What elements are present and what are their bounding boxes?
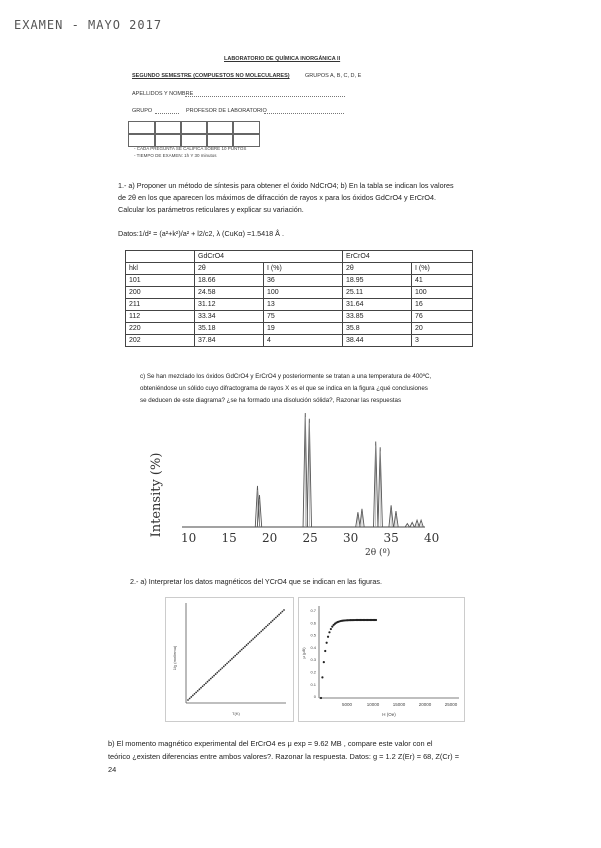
score-box[interactable] (232, 133, 260, 147)
data-point (202, 685, 204, 687)
data-point (272, 620, 274, 622)
table-cell: 101 (126, 275, 195, 287)
data-point (255, 635, 257, 637)
data-point (259, 632, 261, 634)
magnetic-plot-right (298, 597, 465, 722)
data-point (268, 623, 270, 625)
semester-label: SEGUNDO SEMESTRE (COMPUESTOS NO MOLECULARES) (132, 73, 290, 79)
data-point (234, 655, 236, 657)
groups-label: GRUPOS A, B, C, D, E (305, 73, 362, 79)
handwritten-title: EXAMEN - MAYO 2017 (14, 18, 163, 32)
data-point (212, 676, 214, 678)
x-axis-label: 2θ (º) (365, 548, 391, 558)
name-label: APELLIDOS Y NOMBRE (132, 91, 194, 97)
data-point (189, 698, 191, 700)
x-tick-label: 20000 (418, 702, 432, 707)
data-point (229, 659, 231, 661)
data-point (238, 652, 240, 654)
data-point (215, 673, 217, 675)
group-label: GRUPO (132, 108, 153, 114)
data-point (264, 627, 266, 629)
data-point (254, 637, 256, 639)
table-row (126, 335, 473, 347)
x-tick-label: 15 (221, 531, 237, 545)
professor-line[interactable] (264, 113, 344, 114)
table-cell: 18.95 (343, 275, 412, 287)
data-point (203, 684, 205, 686)
table-cell (126, 251, 195, 263)
score-box[interactable] (154, 133, 182, 147)
data-point (277, 615, 279, 617)
x-tick-label: 5000 (341, 702, 353, 707)
table-cell: 4 (264, 335, 343, 347)
data-point (246, 644, 248, 646)
data-point (241, 649, 243, 651)
data-point (249, 641, 251, 643)
table-cell: 100 (412, 287, 473, 299)
table-cell: 37.84 (195, 335, 264, 347)
x-tick-label: 20 (262, 531, 278, 545)
lab-title: LABORATORIO DE QUÍMICA INORGÁNICA II (224, 56, 341, 62)
data-point (190, 696, 192, 698)
table-cell: 25.11 (343, 287, 412, 299)
table-cell: 200 (126, 287, 195, 299)
data-point (223, 666, 225, 668)
data-point (251, 640, 253, 642)
table-cell: 20 (412, 323, 473, 335)
x-tick-label: 30 (343, 531, 359, 545)
y-tick-label: 0.7 (310, 608, 316, 613)
data-point (225, 664, 227, 666)
table-row (126, 311, 473, 323)
data-point (252, 638, 254, 640)
table-cell: 35.18 (195, 323, 264, 335)
data-point (228, 661, 230, 663)
data-point (239, 650, 241, 652)
data-point (233, 656, 235, 658)
data-point (331, 626, 333, 628)
data-point (265, 626, 267, 628)
data-point (324, 650, 326, 652)
table-cell: 38.44 (343, 335, 412, 347)
x-tick-label: 15000 (392, 702, 406, 707)
table-cell: 31.12 (195, 299, 264, 311)
data-point (226, 662, 228, 664)
y-tick-label: 0 (313, 694, 316, 700)
data-point (323, 661, 325, 663)
x-tick-label: 40 (424, 531, 440, 545)
note-1: - CADA PREGUNTA SE CALIFICA SOBRE 10 PUNTOS (134, 146, 247, 151)
table-cell: 41 (412, 275, 473, 287)
professor-label: PROFESOR DE LABORATORIO (186, 108, 267, 114)
left-y-label: 1/χ (mol/emu) (172, 645, 177, 671)
data-point (247, 643, 249, 645)
table-header: hkl (126, 263, 195, 275)
y-tick-label: 0.1 (310, 681, 316, 687)
table-cell: 112 (126, 311, 195, 323)
table-cell: 33.85 (343, 311, 412, 323)
data-point (216, 672, 218, 674)
q1-intro-1: 1.- a) Proponer un método de síntesis para obtener el óxido NdCrO4; b) En la tabla se indican los valores (118, 181, 454, 190)
data-point (218, 670, 220, 672)
table-cell: 16 (412, 299, 473, 311)
table-cell: 18.66 (195, 275, 264, 287)
data-point (330, 628, 332, 630)
q2b-line-2: teórico ¿existen diferencias entre ambos valores?. Razonar la respuesta. Datos: g = 1.2 Z(Er) = 68, Z(Cr) = (108, 752, 460, 761)
left-x-label: T(K) (232, 711, 240, 716)
y-tick-label: 0.3 (310, 657, 316, 663)
data-point (260, 630, 262, 632)
q2-intro: 2.- a) Interpretar los datos magnéticos del YCrO4 que se indican en las figuras. (130, 577, 382, 586)
table-cell: 35.8 (343, 323, 412, 335)
table-header: I (%) (264, 263, 343, 275)
data-point (200, 687, 202, 689)
q2b-line-1: b) El momento magnético experimental del ErCrO4 es μ exp = 9.62 MB , compare este valor con el (108, 739, 433, 748)
table-cell: 202 (126, 335, 195, 347)
data-point (244, 646, 246, 648)
table-header: I (%) (412, 263, 473, 275)
data-point (320, 697, 322, 699)
data-point (327, 636, 329, 638)
x-tick-label: 10 (181, 531, 197, 545)
data-point (198, 688, 200, 690)
x-tick-label: 10000 (366, 702, 380, 707)
right-y-label: μ (μB) (301, 647, 306, 659)
data-point (281, 611, 283, 613)
score-box[interactable] (180, 133, 208, 147)
data-point (321, 676, 323, 678)
group-line[interactable] (155, 113, 179, 114)
table-header-row (126, 263, 473, 275)
table-cell: 33.34 (195, 311, 264, 323)
data-point (207, 681, 209, 683)
table-row (126, 287, 473, 299)
data-point (328, 631, 330, 633)
table-row (126, 323, 473, 335)
score-box[interactable] (128, 133, 156, 147)
q2b-line-3: 24 (108, 765, 117, 774)
data-point (221, 667, 223, 669)
x-tick-label: 25 (302, 531, 318, 545)
q1c-line-1: c) Se han mezclado los óxidos GdCrO4 y ErCrO4 y posteriormente se tratan a una temperatura de 400ºC, (140, 373, 432, 380)
diffraction-table (125, 250, 473, 347)
table-group-header: ErCrO4 (343, 251, 473, 263)
data-point (192, 695, 194, 697)
right-x-label: H (Oe) (382, 712, 396, 717)
x-tick-label: 25000 (444, 702, 458, 707)
data-point (273, 618, 275, 620)
q1c-line-2: obteniéndose un sólido cuyo difractograma de rayos X es el que se indica en la figura ¿qué conclusiones (140, 385, 428, 392)
table-cell: 19 (264, 323, 343, 335)
data-point (231, 658, 233, 660)
data-point (262, 629, 264, 631)
y-axis-label: Intensity (%) (149, 452, 164, 538)
data-point (195, 691, 197, 693)
table-cell: 3 (412, 335, 473, 347)
table-cell: 13 (264, 299, 343, 311)
q1-intro-2: de 2θ en los que aparecen los máximos de difracción de rayos x para los óxidos GdCrO4 y ErCrO4. (118, 193, 437, 202)
data-point (267, 624, 269, 626)
table-cell: 220 (126, 323, 195, 335)
data-point (326, 642, 328, 644)
table-cell: 36 (264, 275, 343, 287)
data-point (236, 653, 238, 655)
data-point (257, 634, 259, 636)
magnetic-plot-left (165, 597, 294, 722)
data-point (278, 614, 280, 616)
y-tick-label: 0.5 (310, 632, 316, 638)
table-cell: 75 (264, 311, 343, 323)
data-point (242, 647, 244, 649)
note-2: - TIEMPO DE EXAMEN: 1h Y 30 minutos (134, 153, 217, 158)
table-cell: 100 (264, 287, 343, 299)
table-row (126, 299, 473, 311)
table-cell: 211 (126, 299, 195, 311)
xrd-chart (140, 405, 440, 565)
y-tick-label: 0.2 (310, 669, 316, 675)
y-tick-label: 0.6 (310, 620, 316, 626)
data-point (187, 699, 189, 701)
table-row (126, 275, 473, 287)
q1-datos: Datos:1/d² = (a²+k²)/a² + l2/c2, λ (CuKα) =1.5418 Å . (118, 229, 284, 238)
xrd-peak (410, 522, 414, 527)
table-cell: 24.58 (195, 287, 264, 299)
score-box[interactable] (206, 133, 234, 147)
q1-intro-3: Calcular los parámetros reticulares y explicar su variación. (118, 205, 304, 214)
q1c-line-3: se deducen de este diagrama? ¿se ha formado una disolución sólida?, Razonar las respuestas (140, 397, 402, 404)
name-line[interactable] (185, 96, 345, 97)
table-cell: 76 (412, 311, 473, 323)
y-tick-label: 0.4 (310, 644, 316, 650)
x-tick-label: 35 (383, 531, 399, 545)
data-point (275, 617, 277, 619)
data-point (197, 690, 199, 692)
data-point (213, 675, 215, 677)
data-point (270, 621, 272, 623)
data-point (280, 612, 282, 614)
xrd-peak (405, 524, 409, 527)
table-group-row (126, 251, 473, 263)
data-point (205, 682, 207, 684)
table-header: 2θ (343, 263, 412, 275)
table-group-header: GdCrO4 (195, 251, 343, 263)
data-point (375, 619, 377, 621)
table-cell: 31.64 (343, 299, 412, 311)
data-point (210, 678, 212, 680)
data-point (283, 609, 285, 611)
data-point (220, 669, 222, 671)
data-point (208, 679, 210, 681)
table-header: 2θ (195, 263, 264, 275)
data-point (194, 693, 196, 695)
